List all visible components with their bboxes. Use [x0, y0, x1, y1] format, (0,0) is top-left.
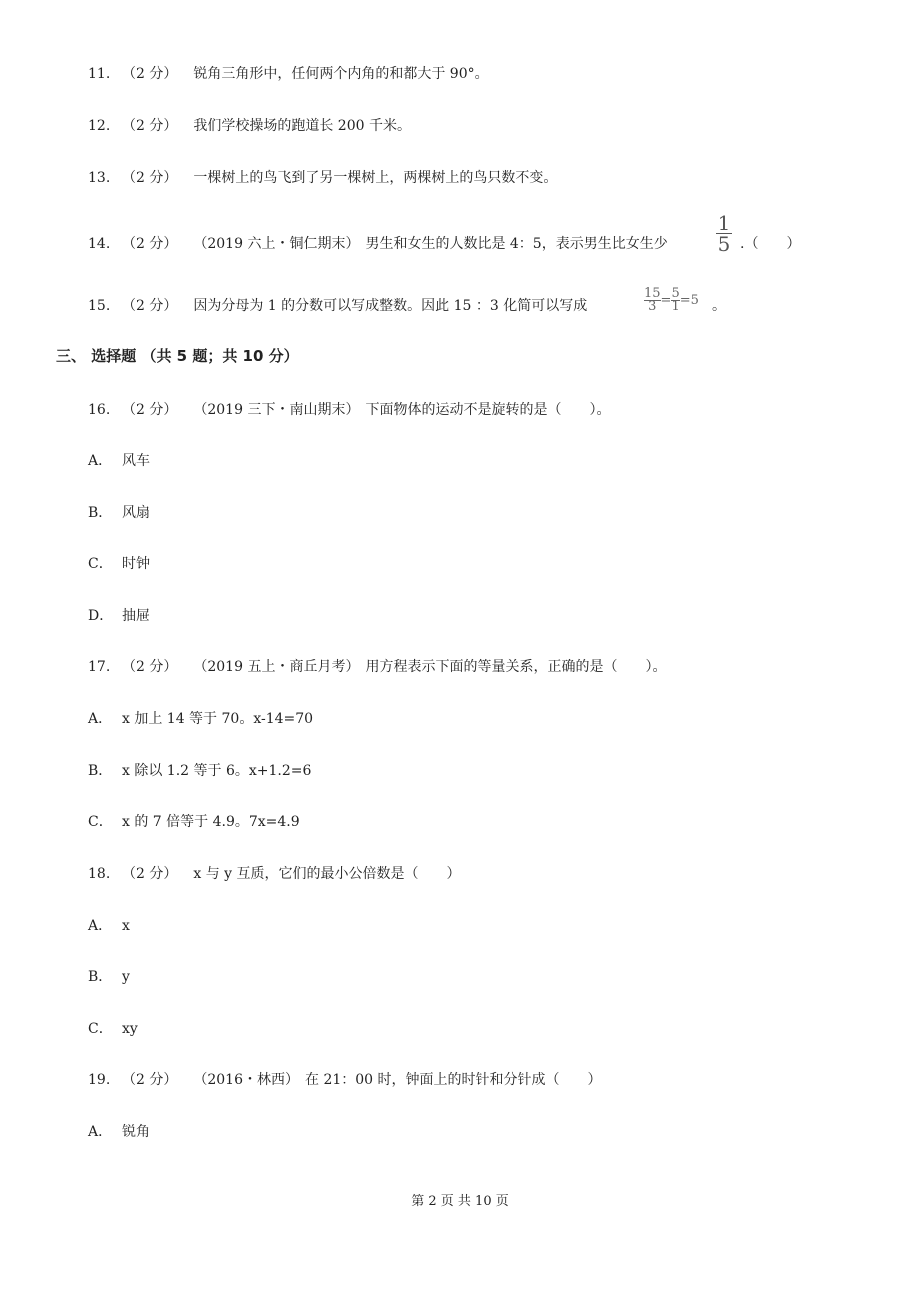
option-b[interactable]: [88, 967, 130, 987]
question-number: 12.: [88, 118, 111, 134]
option-text: y: [122, 969, 130, 985]
fraction-numerator: 1: [717, 211, 731, 235]
fraction-numerator: 5: [671, 286, 680, 301]
option-text: x 加上 14 等于 70。x-14=70: [122, 711, 314, 727]
question-text: 我们学校操场的跑道长 200 千米。: [193, 118, 411, 134]
question-11: [88, 64, 489, 84]
option-b[interactable]: [88, 503, 150, 523]
option-text: x 除以 1.2 等于 6。x+1.2=6: [122, 763, 312, 779]
option-a[interactable]: [88, 916, 130, 936]
equals-sign: =: [660, 293, 672, 308]
fraction-denominator: 5: [717, 232, 731, 256]
question-19: [88, 1070, 602, 1090]
fraction-one-fifth: [716, 211, 732, 256]
equation-result: 5: [690, 293, 699, 308]
question-source: （2019 五上・商丘月考）: [193, 659, 360, 675]
fraction-denominator: 1: [671, 299, 680, 314]
option-c[interactable]: [88, 812, 300, 832]
question-score: （2 分）: [122, 1072, 178, 1088]
question-14: [88, 234, 668, 254]
fraction-numerator: 15: [644, 286, 661, 301]
section-title: 三、 选择题 （共 5 题；共 10 分）: [56, 347, 299, 365]
question-text: 男生和女生的人数比是 4：5，表示男生比女生少: [365, 236, 668, 252]
sentence-end: 。: [712, 298, 726, 314]
option-label: B．: [88, 505, 113, 521]
option-text: 风扇: [122, 505, 150, 521]
option-label: A．: [88, 453, 113, 469]
option-a[interactable]: [88, 709, 313, 729]
question-text: 用方程表示下面的等量关系，正确的是（ ）。: [365, 659, 667, 675]
question-text: 因为分母为 1 的分数可以写成整数。因此 15 ：3 化简可以写成: [193, 298, 588, 314]
page-footer: 第 2 页 共 10 页: [411, 1194, 509, 1209]
question-15: [88, 296, 587, 316]
question-score: （2 分）: [122, 659, 178, 675]
question-number: 13.: [88, 170, 111, 186]
option-label: D．: [88, 608, 114, 624]
option-label: C．: [88, 1021, 113, 1037]
option-b[interactable]: [88, 761, 311, 781]
question-text: 下面物体的运动不是旋转的是（ ）。: [365, 402, 611, 418]
question-score: （2 分）: [122, 236, 178, 252]
question-score: （2 分）: [122, 66, 178, 82]
question-number: 14.: [88, 236, 111, 252]
question-source: （2016・林西）: [193, 1072, 299, 1088]
option-a[interactable]: [88, 451, 150, 471]
option-label: B．: [88, 969, 113, 985]
question-text: 一棵树上的鸟飞到了另一棵树上，两棵树上的鸟只数不变。: [193, 170, 558, 186]
option-label: B．: [88, 763, 113, 779]
question-18: [88, 864, 461, 884]
fraction-denominator: 3: [648, 299, 657, 314]
fraction: [671, 288, 679, 313]
question-13: [88, 168, 557, 188]
question-score: （2 分）: [122, 866, 178, 882]
question-score: （2 分）: [122, 298, 178, 314]
option-text: 时钟: [122, 556, 150, 572]
question-source: （2019 三下・南山期末）: [193, 402, 360, 418]
option-c[interactable]: [88, 1019, 138, 1039]
equals-sign: =: [679, 293, 691, 308]
fraction-equation: [644, 288, 699, 313]
option-text: x: [122, 918, 130, 934]
question-number: 15.: [88, 298, 111, 314]
option-text: 锐角: [122, 1124, 150, 1140]
question-number: 17.: [88, 659, 111, 675]
option-label: A．: [88, 1124, 113, 1140]
option-label: C．: [88, 814, 113, 830]
option-text: x 的 7 倍等于 4.9。7x=4.9: [122, 814, 300, 830]
question-text: x 与 y 互质，它们的最小公倍数是（ ）: [193, 866, 461, 882]
question-score: （2 分）: [122, 402, 178, 418]
option-label: A．: [88, 918, 113, 934]
option-d[interactable]: [88, 606, 150, 626]
question-source: （2019 六上・铜仁期末）: [193, 236, 360, 252]
question-12: [88, 116, 411, 136]
option-label: A．: [88, 711, 113, 727]
option-text: 抽屉: [122, 608, 150, 624]
fraction: [644, 288, 661, 313]
option-a[interactable]: [88, 1122, 150, 1142]
question-number: 19.: [88, 1072, 111, 1088]
answer-blank: .（ ）: [740, 236, 801, 252]
question-score: （2 分）: [122, 118, 178, 134]
option-c[interactable]: [88, 554, 150, 574]
question-text: 锐角三角形中，任何两个内角的和都大于 90°。: [193, 66, 489, 82]
question-text: 在 21：00 时，钟面上的时针和分针成（ ）: [305, 1072, 602, 1088]
question-number: 16.: [88, 402, 111, 418]
question-number: 11.: [88, 66, 111, 82]
question-score: （2 分）: [122, 170, 178, 186]
question-number: 18.: [88, 866, 111, 882]
option-text: 风车: [122, 453, 150, 469]
option-text: xy: [122, 1021, 138, 1037]
question-17: [88, 657, 666, 677]
question-16: [88, 400, 610, 420]
option-label: C．: [88, 556, 113, 572]
